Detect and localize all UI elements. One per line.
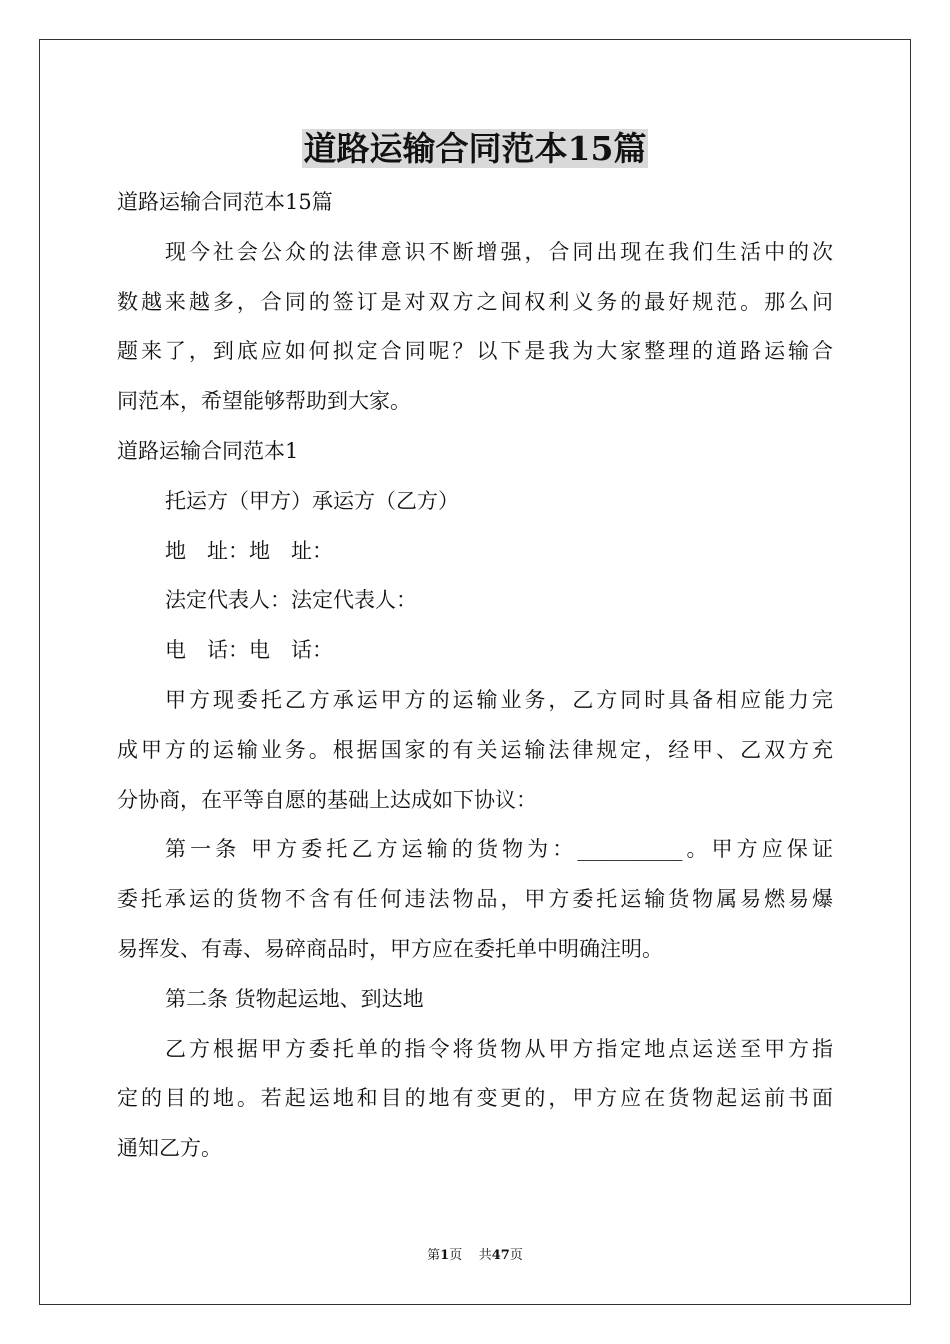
text-line: 法定代表人：法定代表人： <box>165 588 417 613</box>
text-line: 题来了，到底应如何拟定合同呢？以下是我为大家整理的道路运输合 <box>117 339 833 364</box>
text-line: 定的目的地。若起运地和目的地有变更的，甲方应在货物起运前书面 <box>117 1086 833 1111</box>
page-footer <box>0 1246 950 1266</box>
text-line: 分协商，在平等自愿的基础上达成如下协议： <box>117 787 537 812</box>
footer-page-number: 1 <box>440 1248 450 1263</box>
text-line: 电 话：电 话： <box>165 638 333 663</box>
footer-total-suffix: 页 <box>509 1248 523 1263</box>
text-line: 同范本，希望能够帮助到大家。 <box>117 389 411 414</box>
footer-page-prefix: 第 <box>427 1248 441 1263</box>
text-line: 第二条 货物起运地、到达地 <box>165 986 424 1011</box>
text-line: 委托承运的货物不含有任何违法物品，甲方委托运输货物属易燃易爆 <box>117 887 833 912</box>
footer-total-prefix: 共 <box>478 1248 492 1263</box>
footer-page-suffix: 页 <box>449 1248 463 1263</box>
document-body <box>117 178 833 1174</box>
text-line: 通知乙方。 <box>117 1136 222 1161</box>
text-line: 地 址：地 址： <box>165 538 333 563</box>
footer-total-pages: 47 <box>491 1248 510 1263</box>
document-title-text: 道路运输合同范本15篇 <box>303 129 647 168</box>
text-line: 第一条 甲方委托乙方运输的货物为：__________。甲方应保证 <box>165 837 833 862</box>
text-line: 道路运输合同范本1 <box>117 438 299 463</box>
text-line: 现今社会公众的法律意识不断增强，合同出现在我们生活中的次 <box>165 239 833 264</box>
document-title <box>0 126 950 172</box>
text-line: 易挥发、有毒、易碎商品时，甲方应在委托单中明确注明。 <box>117 936 663 961</box>
text-line: 乙方根据甲方委托单的指令将货物从甲方指定地点运送至甲方指 <box>165 1036 833 1061</box>
text-line: 托运方（甲方）承运方（乙方） <box>165 488 459 513</box>
text-line: 成甲方的运输业务。根据国家的有关运输法律规定，经甲、乙双方充 <box>117 737 833 762</box>
text-line: 数越来越多，合同的签订是对双方之间权利义务的最好规范。那么问 <box>117 289 833 314</box>
text-line: 甲方现委托乙方承运甲方的运输业务，乙方同时具备相应能力完 <box>165 687 833 712</box>
text-line: 道路运输合同范本15篇 <box>117 190 333 214</box>
